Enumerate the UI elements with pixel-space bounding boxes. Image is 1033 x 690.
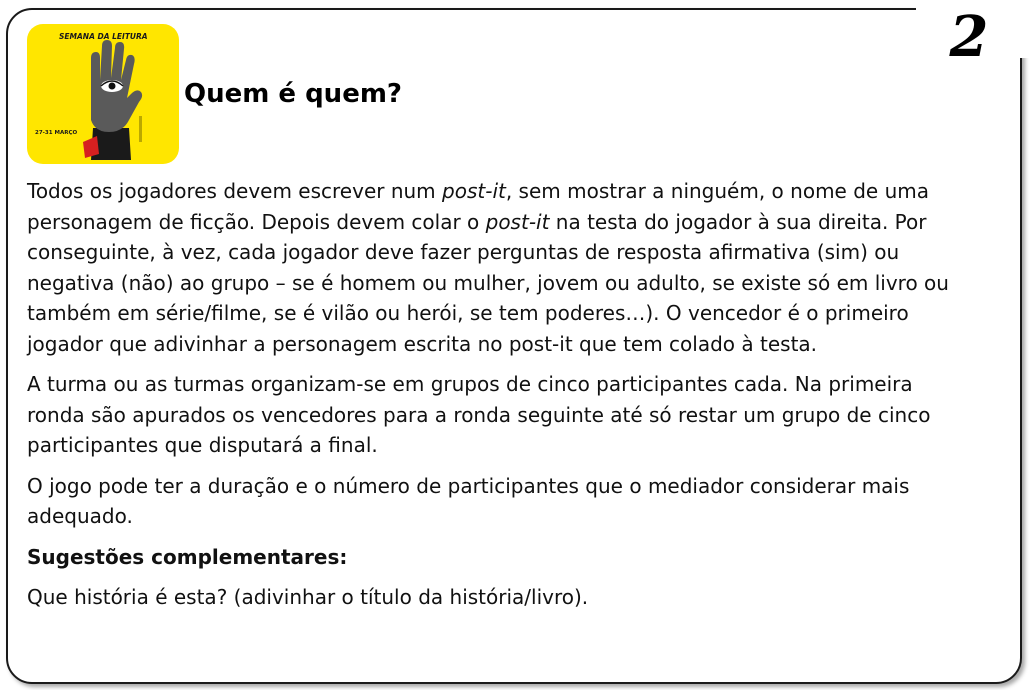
poster-dates: 27-31 MARÇO xyxy=(35,130,78,136)
poster-eye-pupil xyxy=(109,83,116,90)
subheading-suggestions: Sugestões complementares: xyxy=(27,544,348,569)
paragraph-groups: A turma ou as turmas organizam-se em grupos de cinco participantes cada. Na primeira ronda são apurados os vencedores para a ronda seguinte até só restar um grupo de cinco participantes que disputará a final. xyxy=(27,372,931,457)
card-number: 2 xyxy=(949,4,989,70)
paragraph-rules xyxy=(27,176,969,359)
paragraph-suggestion: Que história é esta? (adivinhar o título da história/livro). xyxy=(27,585,589,609)
paragraph-rules-part-c: , sem mostrar a ninguém, o nome de uma personagem de ficção. Depois devem colar o xyxy=(27,179,929,234)
paragraph-rules-part-e: na testa do jogador à sua direita. Por conseguinte, à vez, cada jogador deve fazer perguntas de resposta afirmativa (sim) ou negativa (não) ao grupo – se é homem ou mulher, jovem ou adulto, se existe só em livro ou também em série/filme, se é vilão ou herói, se tem poderes…). O vencedor é o primeiro jogador que adivinhar a personagem escrita no post-it que tem colado à testa. xyxy=(27,209,949,356)
page-title: Quem é quem? xyxy=(184,79,403,109)
paragraph-rules-part-a: Todos os jogadores devem escrever num xyxy=(27,179,443,203)
poster-side-label xyxy=(139,116,142,142)
paragraph-rules-italic-postit-2: post-it xyxy=(485,209,550,234)
paragraph-rules-italic-postit-1: post-it xyxy=(442,179,506,203)
activity-description xyxy=(27,176,969,623)
paragraph-duration: O jogo pode ter a duração e o número de participantes que o mediador considerar mais adequado. xyxy=(27,473,910,528)
reading-week-poster xyxy=(27,24,179,164)
hand-with-eye-icon xyxy=(27,24,179,164)
poster-heading: SEMANA DA LEITURA xyxy=(59,32,148,41)
